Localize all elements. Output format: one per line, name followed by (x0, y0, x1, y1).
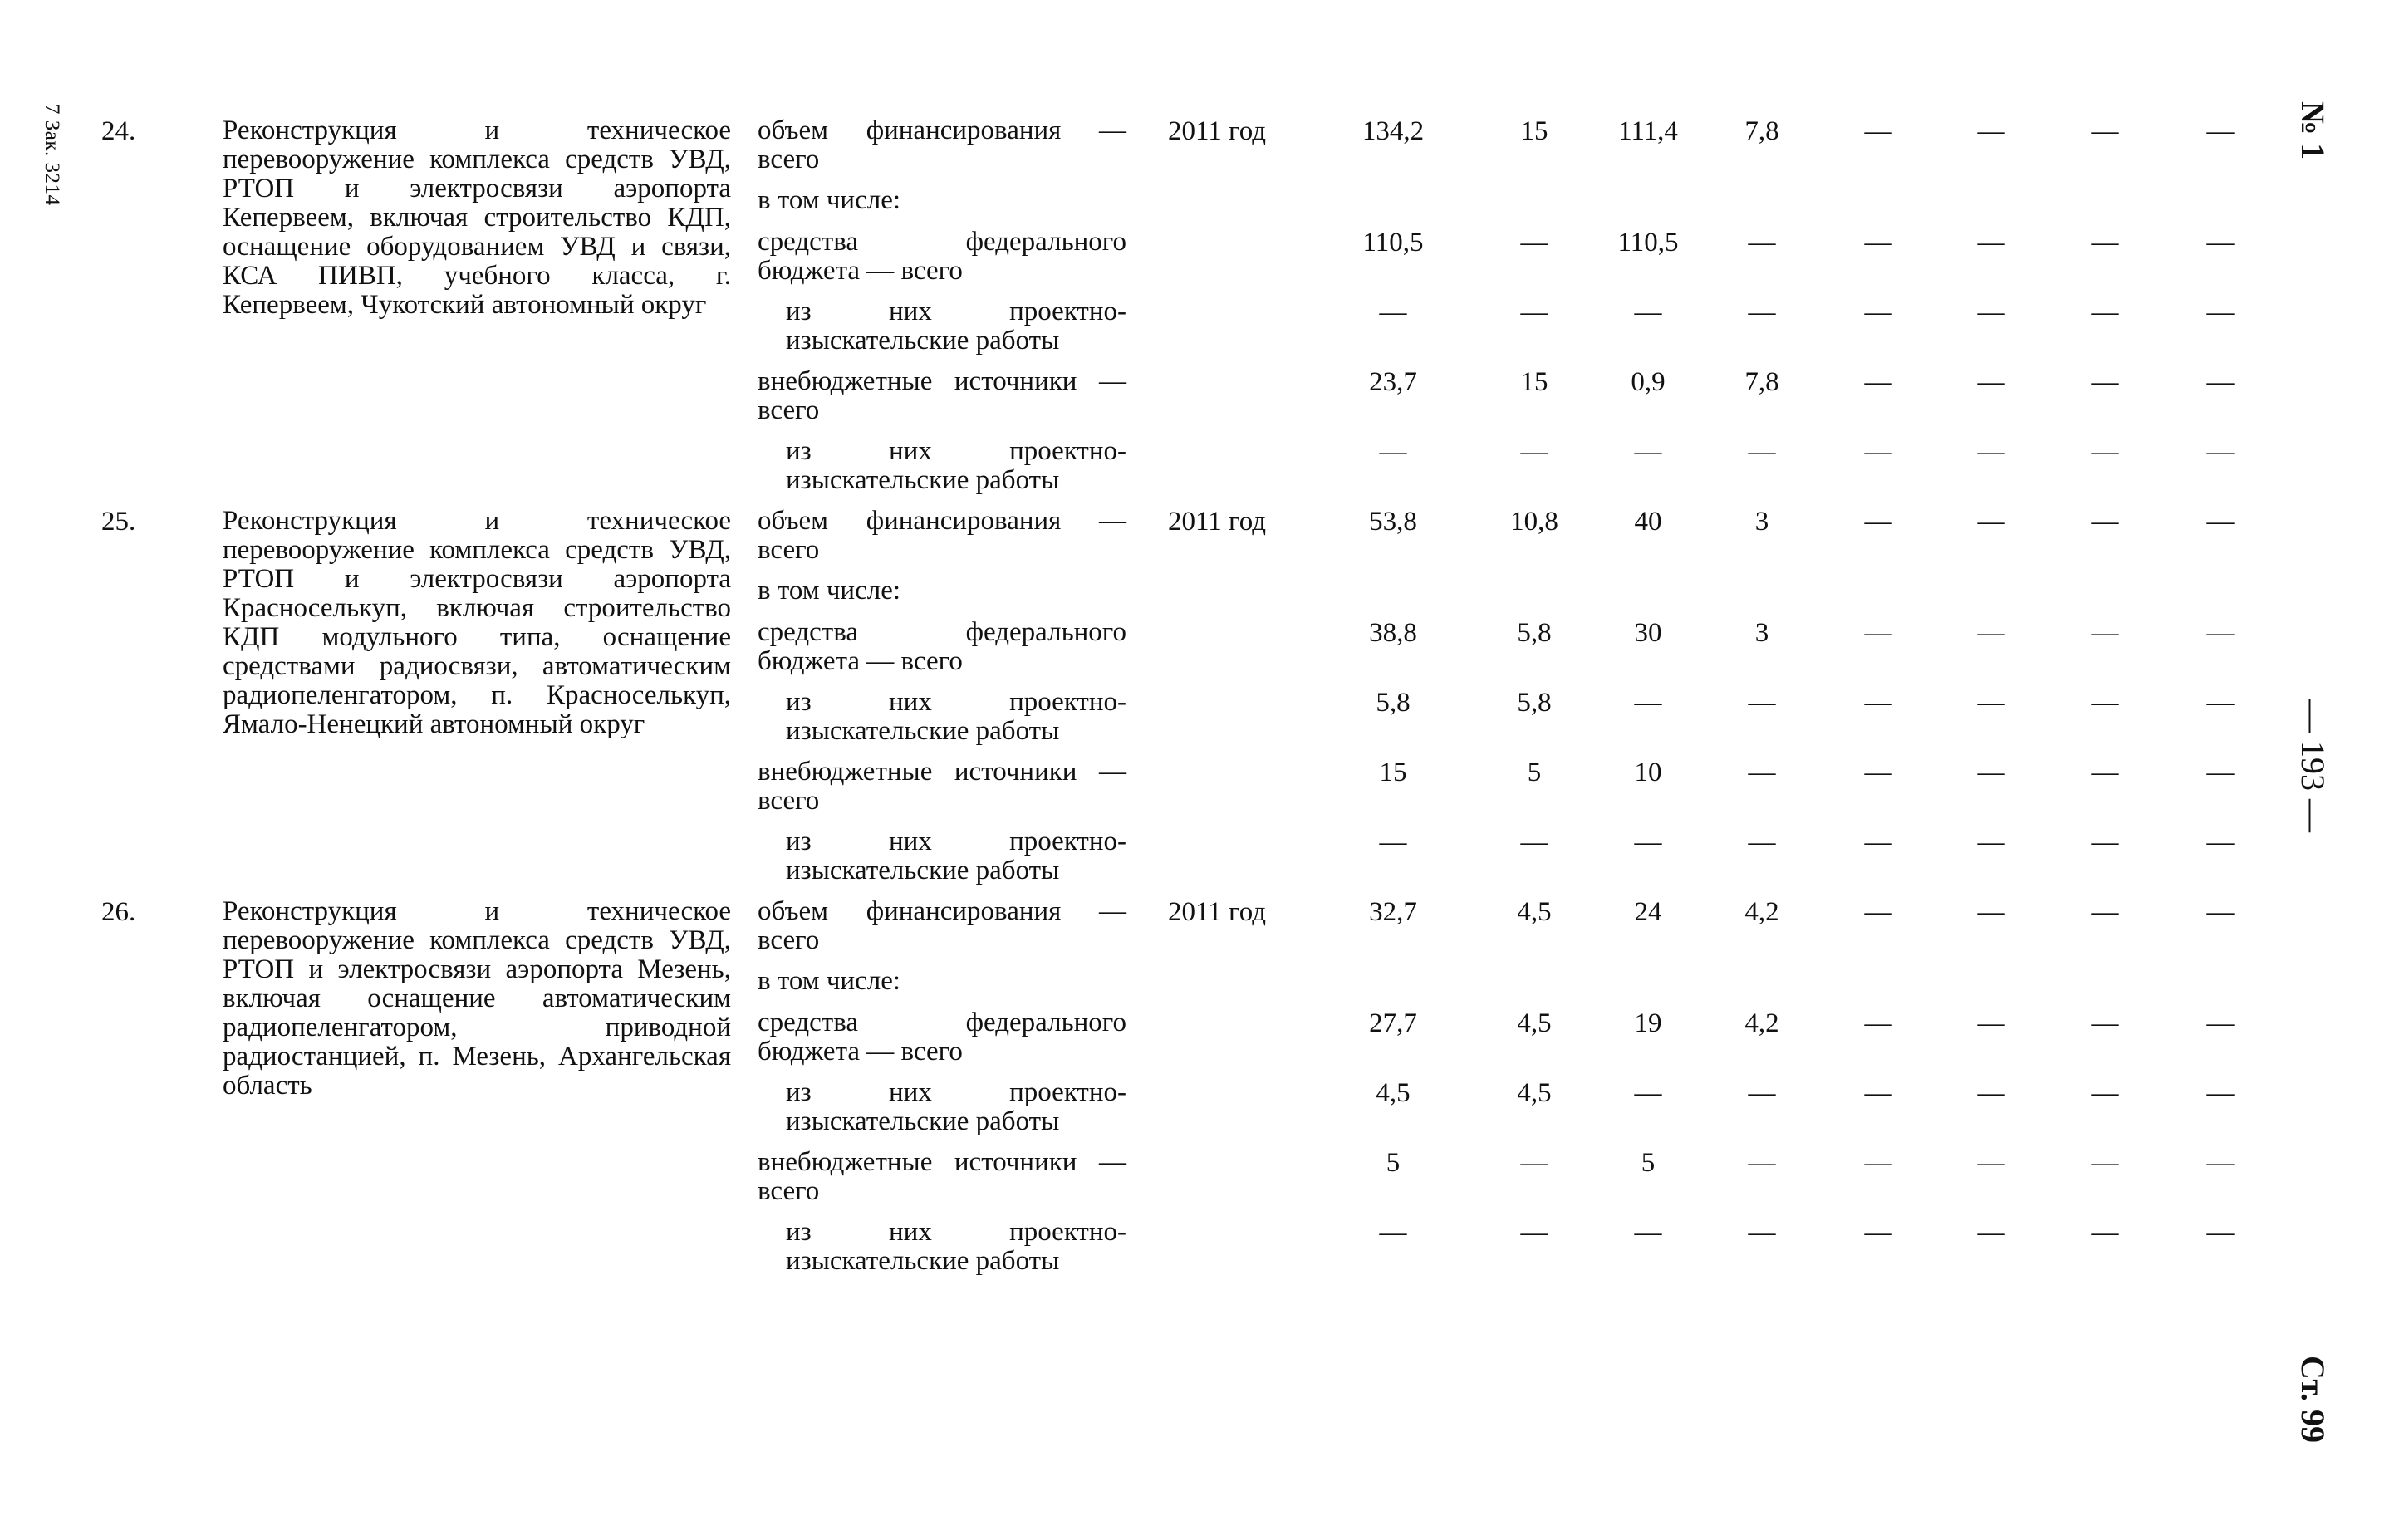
value-cell: 110,5 (1362, 228, 1424, 257)
value-cell: 5,8 (1517, 688, 1552, 718)
value-cell: 5 (1386, 1148, 1401, 1178)
line-label: средства федерального бюджета — всего (758, 617, 1126, 676)
value-cell: — (2091, 897, 2119, 927)
value-cell: — (1864, 507, 1892, 537)
value-cell: — (1977, 688, 2005, 718)
line-label: объем финансирования — всего (758, 115, 1126, 174)
value-cell: 4,5 (1376, 1078, 1411, 1108)
value-cell: — (2091, 827, 2119, 857)
value-cell: — (1634, 827, 1662, 857)
line-label: внебюджетные источники — всего (758, 757, 1126, 816)
value-cell: — (1864, 1218, 1892, 1248)
value-cell: 134,2 (1361, 116, 1425, 146)
value-cell: 4,2 (1744, 1008, 1779, 1038)
line-label: внебюджетные источники — всего (758, 1147, 1126, 1206)
value-cell: — (1977, 228, 2005, 257)
value-cell: — (1977, 507, 2005, 537)
line-label: из них проектно-изыскательские работы (786, 1077, 1126, 1136)
value-cell: 10,8 (1510, 507, 1558, 537)
line-label: из них проектно-изыскательские работы (786, 1217, 1126, 1276)
value-cell: — (2091, 618, 2119, 648)
financing-line (0, 116, 2293, 183)
value-cell: — (1520, 1218, 1548, 1248)
value-cell: — (1864, 367, 1892, 397)
value-cell: — (1864, 228, 1892, 257)
value-cell: — (2206, 618, 2235, 648)
value-cell: — (1864, 1148, 1892, 1178)
value-cell: 24 (1634, 897, 1662, 927)
order-note-text: 7 Зак. 3214 (41, 104, 63, 206)
financing-line (0, 1008, 2293, 1075)
value-cell: — (1864, 297, 1892, 327)
row-year: 2011 год (1168, 897, 1267, 927)
value-cell: — (1748, 437, 1776, 467)
row-description: Реконструкция и техническое перевооружение комплекса средств УВД, РТОП и электросвязи аэропорта Мезень, включая оснащение автоматическим радиопеленгатором, приводной радиостанцией, п. Мезень, Архангельская область (223, 896, 731, 1101)
value-cell: — (1977, 827, 2005, 857)
value-cell: — (1748, 1148, 1776, 1178)
value-cell: — (1520, 437, 1548, 467)
value-cell: 15 (1520, 116, 1548, 146)
value-cell: — (1748, 1218, 1776, 1248)
value-cell: — (2091, 367, 2119, 397)
value-cell: — (2206, 1218, 2235, 1248)
value-cell: — (2206, 688, 2235, 718)
financing-line (0, 507, 2293, 573)
value-cell: — (2091, 1078, 2119, 1108)
financing-line (0, 1218, 2293, 1284)
value-cell: 5 (1641, 1148, 1656, 1178)
value-cell: 5 (1527, 758, 1542, 787)
value-cell: — (2206, 1078, 2235, 1108)
line-label: средства федерального бюджета — всего (758, 227, 1126, 286)
value-cell: — (2091, 297, 2119, 327)
row-number: 24. (101, 116, 136, 146)
value-cell: — (1748, 297, 1776, 327)
value-cell: — (2206, 297, 2235, 327)
value-cell: — (2206, 228, 2235, 257)
line-label: в том числе: (758, 966, 901, 996)
value-cell: — (1864, 1008, 1892, 1038)
value-cell: — (2091, 116, 2119, 146)
financing-line (0, 437, 2293, 503)
financing-line (0, 827, 2293, 894)
value-cell: — (2206, 758, 2235, 787)
value-cell: 4,5 (1517, 1078, 1552, 1108)
financing-line (0, 1078, 2293, 1145)
value-cell: — (1977, 1008, 2005, 1038)
value-cell: — (1748, 228, 1776, 257)
value-cell: 23,7 (1369, 367, 1417, 397)
value-cell: 111,4 (1618, 116, 1678, 146)
value-cell: — (1864, 688, 1892, 718)
value-cell: — (1864, 116, 1892, 146)
value-cell: 110,5 (1617, 228, 1679, 257)
value-cell: — (2091, 688, 2119, 718)
page-number: — 193 — (2294, 699, 2332, 832)
value-cell: — (1379, 437, 1407, 467)
value-cell: — (1520, 228, 1548, 257)
value-cell: — (1977, 758, 2005, 787)
row-number: 25. (101, 507, 136, 537)
value-cell: — (2091, 437, 2119, 467)
value-cell: — (2206, 367, 2235, 397)
value-cell: — (1379, 1218, 1407, 1248)
value-cell: — (1520, 827, 1548, 857)
value-cell: 27,7 (1369, 1008, 1417, 1038)
value-cell: — (2091, 1008, 2119, 1038)
value-cell: 0,9 (1631, 367, 1666, 397)
value-cell: — (1977, 367, 2005, 397)
row-description: Реконструкция и техническое перевооружение комплекса средств УВД, РТОП и электросвязи аэропорта Красноселькуп, включая строительство КДП модульного типа, оснащение средствами радиосвязи, автоматическим радиопеленгатором, п. Красноселькуп, Ямало-Ненецкий автономный округ (223, 506, 731, 739)
value-cell: — (1864, 1078, 1892, 1108)
value-cell: — (2206, 116, 2235, 146)
value-cell: 15 (1379, 758, 1407, 787)
value-cell: 4,5 (1517, 1008, 1552, 1038)
value-cell: — (1379, 297, 1407, 327)
value-cell: 40 (1634, 507, 1662, 537)
value-cell: — (2206, 1008, 2235, 1038)
value-cell: — (1379, 827, 1407, 857)
row-year: 2011 год (1168, 507, 1267, 537)
value-cell: — (1520, 1148, 1548, 1178)
value-cell: — (1748, 827, 1776, 857)
value-cell: 15 (1520, 367, 1548, 397)
value-cell: — (1977, 1218, 2005, 1248)
value-cell: — (1977, 297, 2005, 327)
value-cell: — (1977, 618, 2005, 648)
value-cell: — (2206, 437, 2235, 467)
line-label: из них проектно-изыскательские работы (786, 687, 1126, 746)
value-cell: 5,8 (1517, 618, 1552, 648)
line-label: внебюджетные источники — всего (758, 366, 1126, 425)
financing-line (0, 897, 2293, 964)
value-cell: 32,7 (1369, 897, 1417, 927)
financing-line (0, 758, 2293, 824)
value-cell: — (2206, 897, 2235, 927)
value-cell: — (1748, 688, 1776, 718)
value-cell: 4,5 (1517, 897, 1552, 927)
value-cell: — (1977, 1148, 2005, 1178)
row-year: 2011 год (1168, 116, 1267, 146)
line-label: из них проектно-изыскательские работы (786, 297, 1126, 356)
value-cell: — (2091, 228, 2119, 257)
value-cell: — (1864, 437, 1892, 467)
value-cell: — (1864, 758, 1892, 787)
line-label: из них проектно-изыскательские работы (786, 826, 1126, 885)
value-cell: 4,2 (1744, 897, 1779, 927)
value-cell: 3 (1754, 507, 1769, 537)
value-cell: — (2206, 827, 2235, 857)
line-label: из них проектно-изыскательские работы (786, 436, 1126, 495)
value-cell: 5,8 (1376, 688, 1411, 718)
value-cell: — (2206, 507, 2235, 537)
value-cell: — (1977, 1078, 2005, 1108)
financing-line (0, 1148, 2293, 1214)
financing-line (0, 367, 2293, 434)
line-label: средства федерального бюджета — всего (758, 1008, 1126, 1067)
value-cell: — (1977, 116, 2005, 146)
value-cell: — (2091, 758, 2119, 787)
value-cell: — (2091, 1218, 2119, 1248)
issue-number: № 1 (2294, 101, 2332, 160)
value-cell: — (2091, 507, 2119, 537)
value-cell: — (1864, 618, 1892, 648)
value-cell: 3 (1754, 618, 1769, 648)
value-cell: — (2091, 1148, 2119, 1178)
financing-line (0, 688, 2293, 754)
value-cell: — (2206, 1148, 2235, 1178)
value-cell: 7,8 (1744, 116, 1779, 146)
value-cell: — (1634, 688, 1662, 718)
line-label: в том числе: (758, 576, 901, 606)
value-cell: 30 (1634, 618, 1662, 648)
value-cell: — (1748, 1078, 1776, 1108)
value-cell: 53,8 (1369, 507, 1417, 537)
financing-line (0, 297, 2293, 364)
value-cell: — (1977, 437, 2005, 467)
value-cell: — (1634, 297, 1662, 327)
row-description: Реконструкция и техническое перевооружение комплекса средств УВД, РТОП и электросвязи аэропорта Кепервеем, включая строительство КДП, оснащение оборудованием УВД и связи, КСА ПИВП, учебного класса, г. Кепервеем, Чукотский автономный округ (223, 115, 731, 320)
value-cell: — (1634, 437, 1662, 467)
value-cell: — (1520, 297, 1548, 327)
value-cell: — (1748, 758, 1776, 787)
value-cell: — (1864, 897, 1892, 927)
value-cell: 10 (1634, 758, 1662, 787)
value-cell: — (1634, 1078, 1662, 1108)
financing-line (0, 618, 2293, 684)
value-cell: 7,8 (1744, 367, 1779, 397)
value-cell: — (1977, 897, 2005, 927)
article-number: Ст. 99 (2294, 1356, 2332, 1443)
financing-line (0, 228, 2293, 294)
value-cell: — (1864, 827, 1892, 857)
value-cell: — (1634, 1218, 1662, 1248)
line-label: объем финансирования — всего (758, 506, 1126, 565)
value-cell: 38,8 (1369, 618, 1417, 648)
line-label: в том числе: (758, 185, 901, 215)
row-number: 26. (101, 897, 136, 927)
line-label: объем финансирования — всего (758, 896, 1126, 955)
value-cell: 19 (1634, 1008, 1662, 1038)
